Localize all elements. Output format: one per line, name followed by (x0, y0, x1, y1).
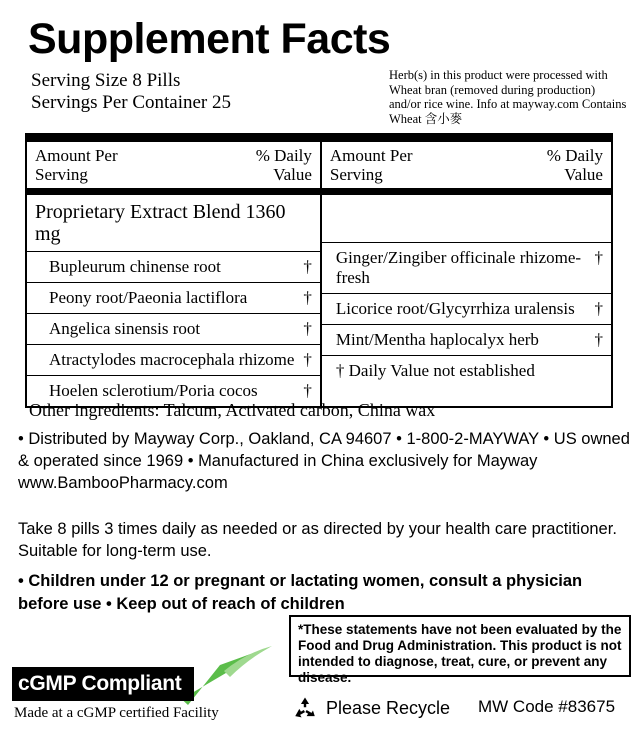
header-daily-value-left: % Daily Value (255, 146, 312, 184)
header-amount-per-serving-right: Amount Per Serving (329, 146, 413, 184)
herb-processing-note: Herb(s) in this product were processed with Wheat bran (removed during production) and/or rice wine. Info at mayway.com Contains Wheat 含小麥 (389, 68, 627, 126)
table-row: Atractylodes macrocephala rhizome † (27, 344, 320, 375)
page-title: Supplement Facts (28, 15, 391, 63)
servings-per-container: Servings Per Container 25 (31, 92, 232, 113)
directions-for-use: Take 8 pills 3 times daily as needed or as directed by your health care practitioner. Suitable for long-term use. (18, 520, 617, 560)
serving-size: Serving Size 8 Pills (31, 70, 181, 91)
recycle-label: Please Recycle (326, 697, 451, 718)
recycle-notice (292, 695, 450, 721)
table-row: Mint/Mentha haplocalyx herb † (322, 324, 611, 355)
right-column-spacer (322, 195, 611, 242)
distributor-info: • Distributed by Mayway Corp., Oakland, CA 94607 • 1-800-2-MAYWAY • US owned & operated since 1969 • Manufactured in China exclusively for Mayway www.BambooPharmacy.com (18, 430, 630, 492)
table-row: Bupleurum chinense root † (27, 251, 320, 282)
ingredient-column-right (322, 195, 611, 406)
header-amount-per-serving-left: Amount Per Serving (35, 146, 118, 184)
table-row: Angelica sinensis root † (27, 313, 320, 344)
proprietary-blend-title: Proprietary Extract Blend 1360 mg (35, 201, 286, 245)
cgmp-badge (12, 645, 274, 725)
table-header-rule (27, 188, 611, 195)
header-daily-value-right: % Daily Value (546, 146, 603, 184)
table-header-right (322, 142, 611, 188)
ingredient-column-left (27, 195, 322, 406)
cgmp-badge-label: cGMP Compliant (18, 672, 182, 695)
other-ingredients: Other ingredients: Talcum, Activated carbon, China wax (29, 400, 436, 420)
table-top-rule (27, 135, 611, 142)
serving-info (31, 70, 231, 114)
table-row: Peony root/Paeonia lactiflora † (27, 282, 320, 313)
table-row: Licorice root/Glycyrrhiza uralensis † (322, 293, 611, 324)
table-row: Ginger/Zingiber officinale rhizome-fresh † (322, 242, 611, 293)
daily-value-footnote: † Daily Value not established (322, 355, 611, 386)
recycle-icon (292, 695, 318, 721)
table-row: Hoelen sclerotium/Poria cocos † (27, 375, 320, 406)
table-header-left (27, 142, 322, 188)
warning-text: • Children under 12 or pregnant or lactating women, consult a physician before use • Keep out of reach of children (18, 572, 583, 613)
table-header-row (27, 142, 611, 188)
cgmp-facility-note: Made at a cGMP certified Facility (14, 705, 219, 721)
mw-code: MW Code #83675 (478, 697, 616, 716)
fda-disclaimer-box: *These statements have not been evaluated by the Food and Drug Administration. This product is not intended to diagnose, treat, cure, or prevent any disease. (289, 615, 631, 677)
table-body (27, 195, 611, 406)
nutrition-facts-table (25, 133, 613, 408)
